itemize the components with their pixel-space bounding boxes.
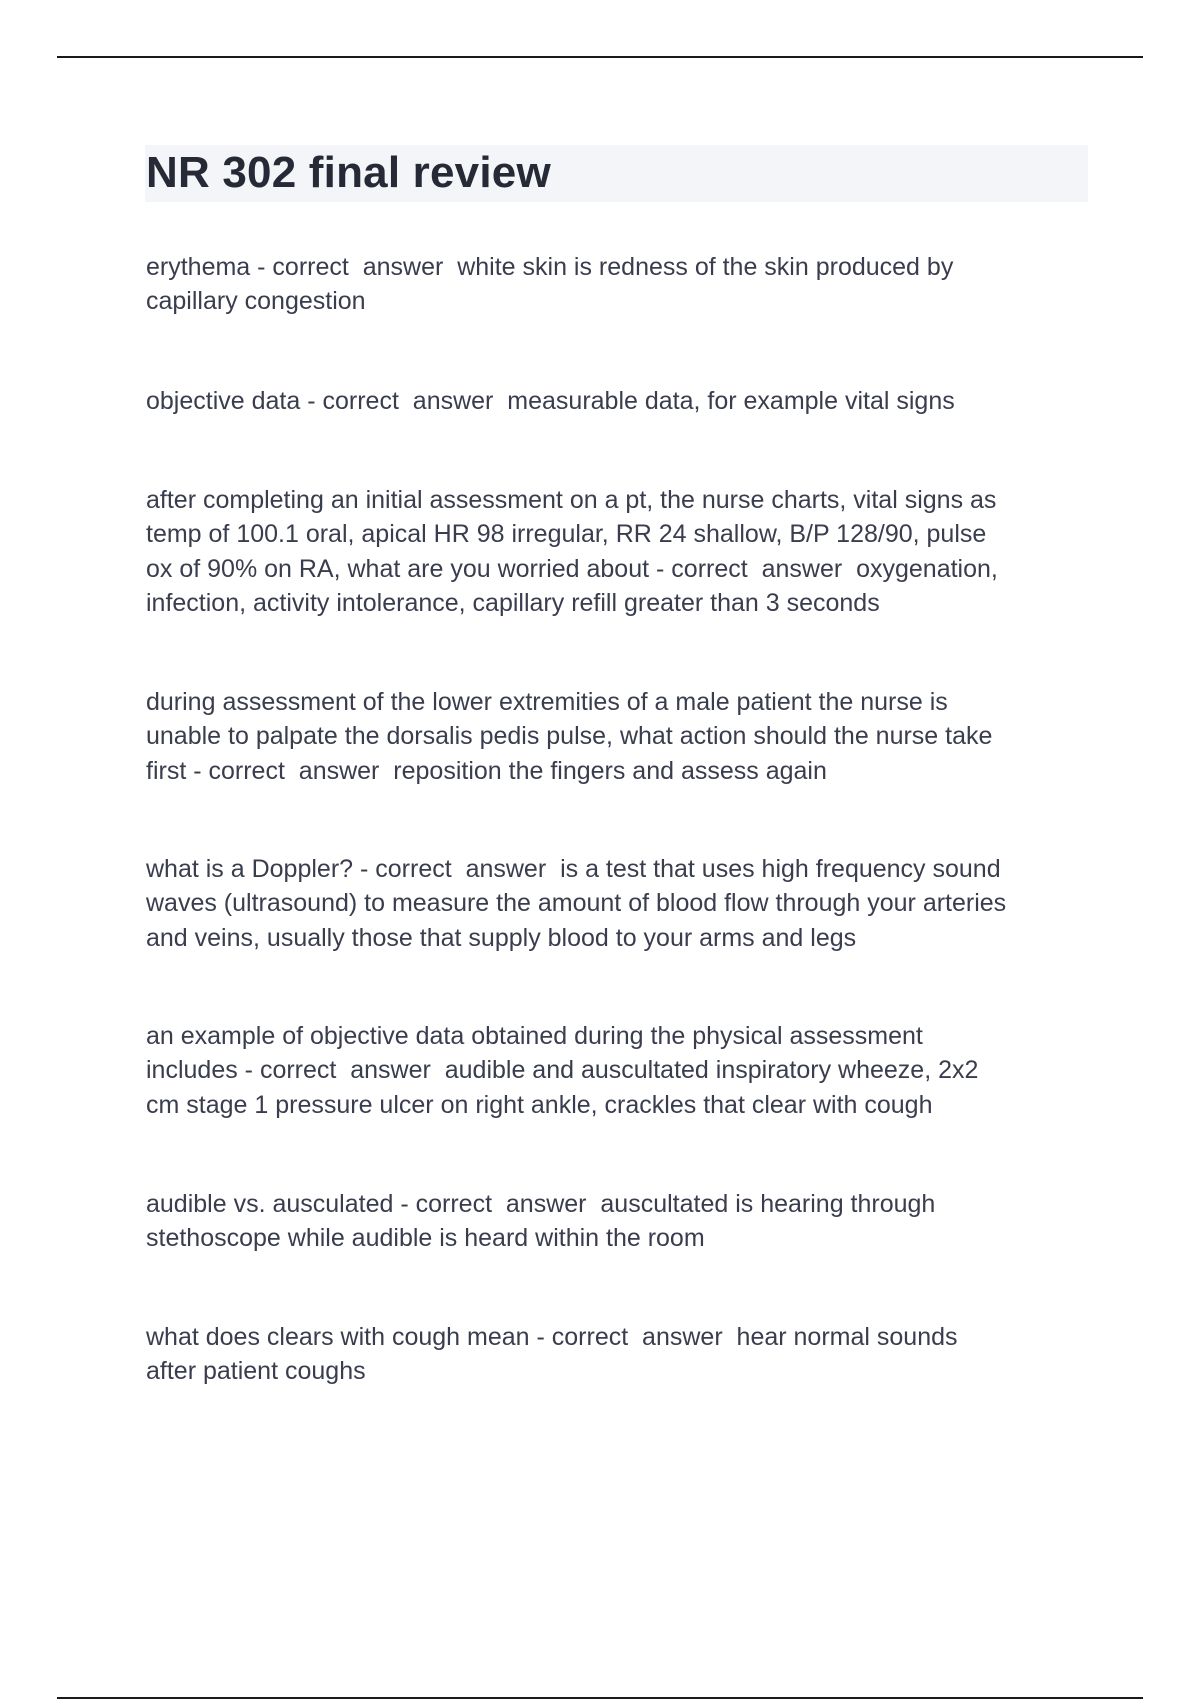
entry-definition: auscultated is hearing through stethoscope while audible is heard within the room bbox=[146, 1190, 936, 1253]
entry-term: erythema bbox=[146, 253, 251, 281]
entry-definition: oxygenation, infection, activity intolerance, capillary refill greater than 3 seconds bbox=[146, 554, 998, 617]
entry-separator: - correct answer bbox=[353, 855, 561, 883]
entry-separator: - correct answer bbox=[529, 1323, 737, 1351]
entry-separator: - correct answer bbox=[250, 253, 458, 281]
entry-term: an example of objective data obtained during the physical assessment includes bbox=[146, 1022, 923, 1085]
qa-entry-6 bbox=[146, 1019, 1096, 1122]
top-rule bbox=[57, 56, 1143, 58]
entry-term: what does clears with cough mean bbox=[146, 1323, 530, 1351]
qa-entry-1 bbox=[146, 250, 1096, 319]
entry-term: after completing an initial assessment on a pt, the nurse charts, vital signs as temp of 100.1 oral, apical HR 98 irregular, RR 24 shallow, B/P 128/90, pulse ox of 90% on RA, what are you worried about bbox=[146, 486, 997, 583]
entry-term: objective data bbox=[146, 387, 301, 415]
entry-separator: - correct answer bbox=[649, 554, 857, 583]
qa-entry-3 bbox=[146, 483, 1096, 620]
entry-separator: - correct answer bbox=[237, 1056, 445, 1085]
entry-definition: white skin is redness of the skin produced by capillary congestion bbox=[146, 253, 954, 316]
bottom-rule bbox=[57, 1697, 1143, 1699]
entry-definition: is a test that uses high frequency sound waves (ultrasound) to measure the amount of blood flow through your arteries and veins, usually those that supply blood to your arms and legs bbox=[146, 855, 1007, 952]
page-title: NR 302 final review bbox=[146, 148, 551, 197]
entry-definition: reposition the fingers and assess again bbox=[393, 756, 827, 785]
qa-entry-4 bbox=[146, 685, 1096, 788]
entry-definition: hear normal sounds after patient coughs bbox=[146, 1323, 958, 1386]
qa-entry-7 bbox=[146, 1187, 1096, 1256]
entry-separator: - correct answer bbox=[300, 387, 508, 415]
entry-definition: audible and auscultated inspiratory wheeze, 2x2 cm stage 1 pressure ulcer on right ankle, crackles that clear with cough bbox=[146, 1056, 979, 1119]
entry-separator: - correct answer bbox=[393, 1190, 601, 1218]
qa-entry-2 bbox=[146, 384, 1096, 418]
entry-separator: - correct answer bbox=[186, 756, 394, 785]
entry-term: during assessment of the lower extremities of a male patient the nurse is unable to palpate the dorsalis pedis pulse, what action should the nurse take first bbox=[146, 688, 993, 785]
entry-term: audible vs. ausculated bbox=[146, 1190, 394, 1218]
qa-entry-5 bbox=[146, 852, 1096, 955]
entry-definition: measurable data, for example vital signs bbox=[507, 387, 955, 415]
qa-entry-8 bbox=[146, 1320, 1096, 1389]
entry-term: what is a Doppler? bbox=[146, 855, 354, 883]
